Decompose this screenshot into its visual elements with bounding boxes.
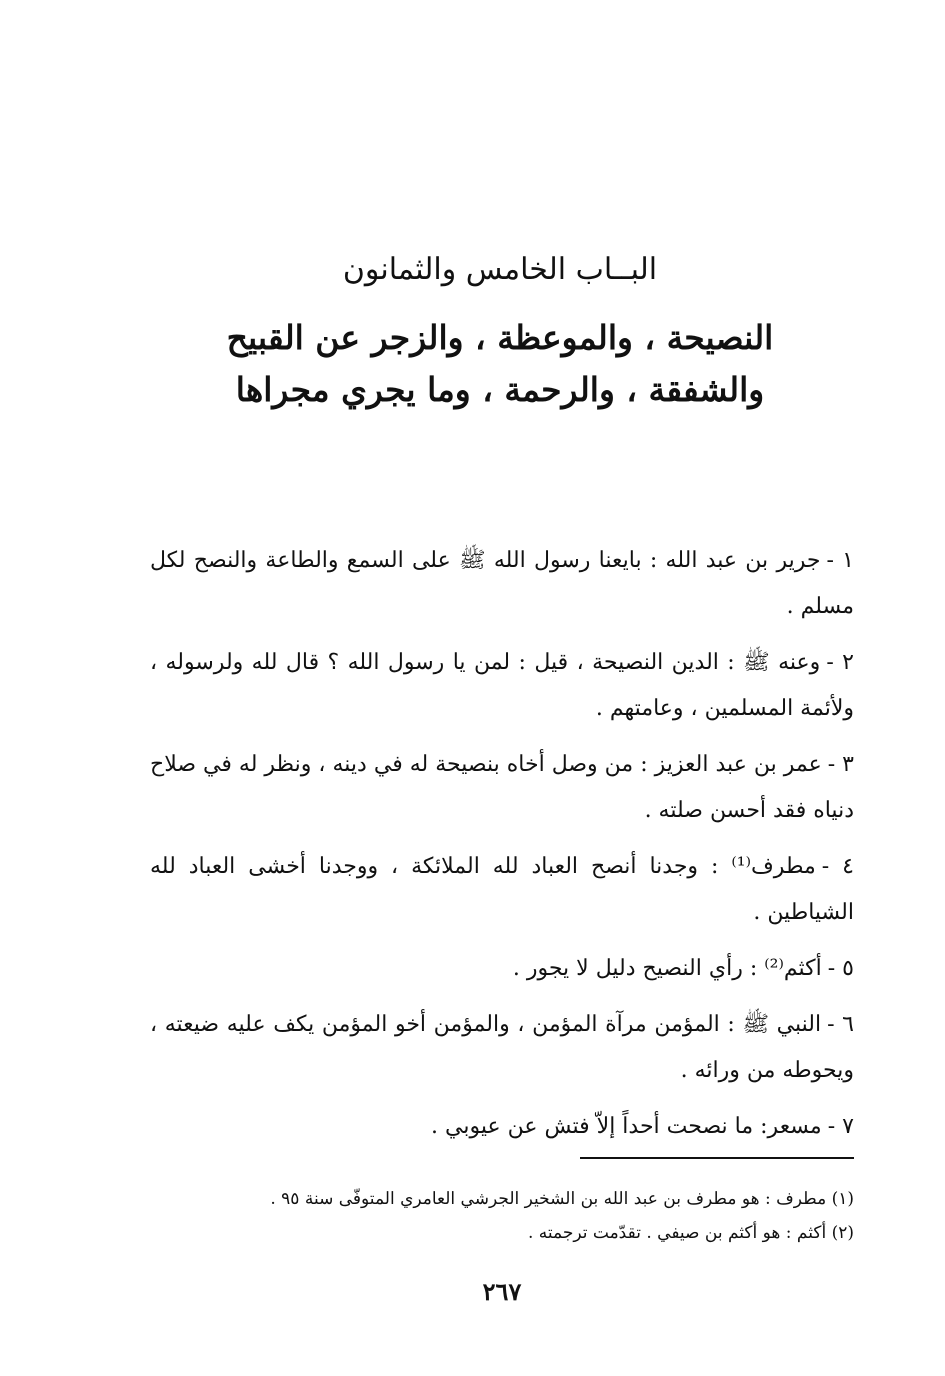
entry-number: ٤ -	[821, 854, 854, 879]
entries-list	[150, 538, 854, 1160]
entry-1	[150, 538, 854, 630]
entry-4	[150, 844, 854, 936]
entry-text: أكثم⁽²⁾ : رأي النصيح دليل لا يجور .	[512, 956, 822, 981]
entry-number: ٧ -	[827, 1114, 854, 1139]
page-number: ٢٦٧	[482, 1277, 522, 1306]
entry-text: مطرف⁽¹⁾ : وجدنا أنصح العباد لله الملائكة ، ووجدنا أخشى العباد لله الشياطين .	[150, 854, 854, 925]
entry-5	[150, 946, 854, 992]
entry-text: وعنه ﷺ : الدين النصيحة ، قيل : لمن يا رسول الله ؟ قال لله ولرسوله ، ولأئمة المسلمين ، وعامتهم .	[150, 650, 854, 721]
entry-3	[150, 742, 854, 834]
entry-text: مسعر: ما نصحت أحداً إلاّ فتش عن عيوبي .	[431, 1114, 822, 1139]
entry-2	[150, 640, 854, 732]
entry-6	[150, 1002, 854, 1094]
entry-text: عمر بن عبد العزيز : من وصل أخاه بنصيحة له في دينه ، ونظر له في صلاح دنياه فقد أحسن صلته .	[150, 752, 854, 823]
entry-number: ١ -	[826, 548, 854, 573]
chapter-label: البــاب الخامس والثمانون	[342, 252, 658, 287]
entry-text: جرير بن عبد الله : بايعنا رسول الله ﷺ على السمع والطاعة والنصح لكل مسلم .	[150, 548, 854, 619]
entry-number: ٣ -	[827, 752, 854, 777]
footnote-1: (١) مطرف : هو مطرف بن عبد الله بن الشخير الجرشي العامري المتوفّى سنة ٩٥ .	[270, 1189, 854, 1209]
entry-text: النبي ﷺ : المؤمن مرآة المؤمن ، والمؤمن أخو المؤمن يكف عليه ضيعته ، ويحوطه من ورائه .	[150, 1012, 854, 1083]
footnote-2: (٢) أكثم : هو أكثم بن صيفي . تقدّمت ترجمته .	[527, 1223, 854, 1243]
entry-number: ٦ -	[827, 1012, 854, 1037]
chapter-title-line-1: النصيحة ، والموعظة ، والزجر عن القبيح	[226, 318, 774, 357]
chapter-title-line-2: والشفقة ، والرحمة ، وما يجري مجراها	[235, 370, 765, 409]
footnote-divider	[580, 1157, 854, 1159]
entry-number: ٢ -	[826, 650, 854, 675]
footnotes	[150, 1182, 854, 1250]
entry-number: ٥ -	[827, 956, 854, 981]
entry-7	[150, 1104, 854, 1150]
